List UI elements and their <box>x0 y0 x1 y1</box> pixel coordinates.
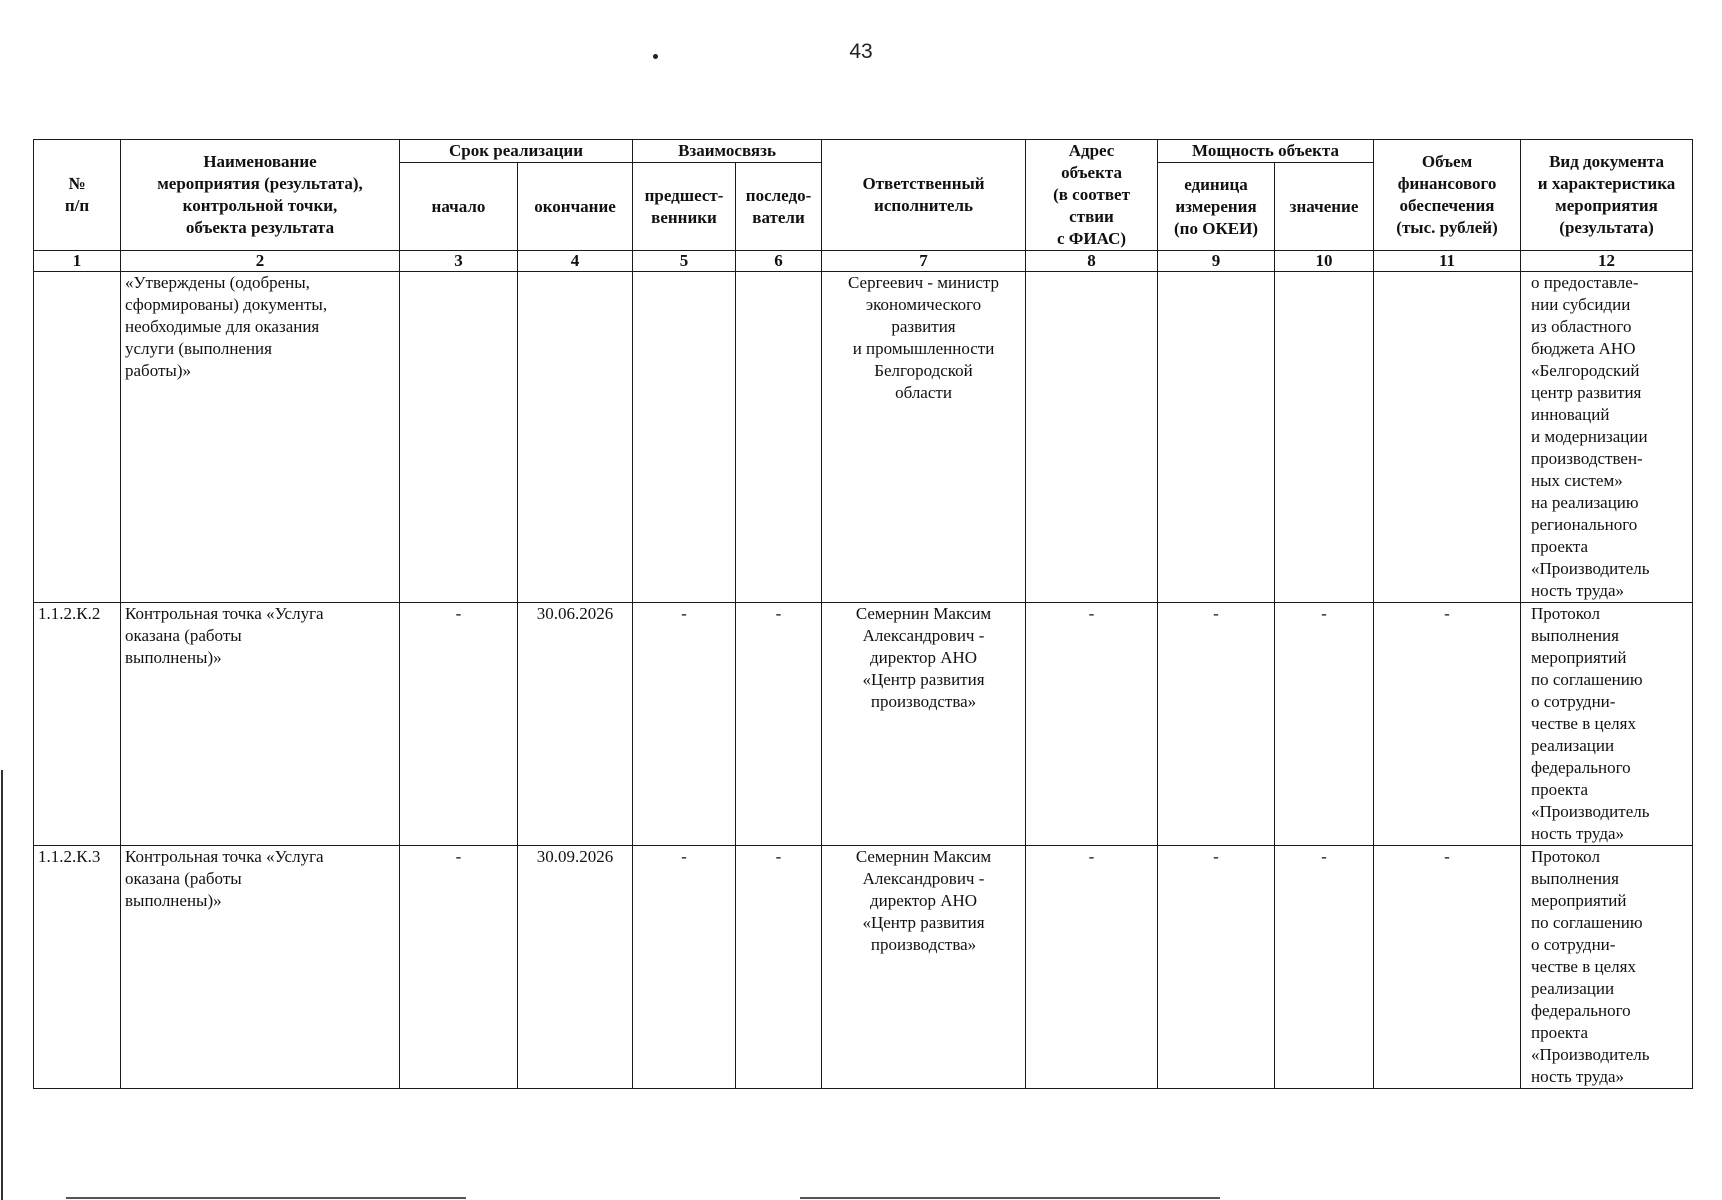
row-successors <box>736 272 822 603</box>
row-name: Контрольная точка «Услуга оказана (работы выполнены)» <box>121 846 400 1089</box>
header-link-group: Взаимосвязь <box>633 140 822 163</box>
row-finance: - <box>1374 846 1521 1089</box>
header-responsible: Ответственный исполнитель <box>822 140 1026 251</box>
header-value: значение <box>1275 163 1374 251</box>
header-capacity-group: Мощность объекта <box>1158 140 1374 163</box>
row-address <box>1026 272 1158 603</box>
row-start <box>400 272 518 603</box>
row-doc-type: о предоставле- нии субсидии из областного бюджета АНО «Белгородский центр развития инноваций и модернизации производствен- ных систем» на реализацию регионального проекта «Производитель ность труда» <box>1521 272 1693 603</box>
row-unit <box>1158 272 1275 603</box>
header-row <box>34 140 1693 163</box>
table-row <box>34 603 1693 846</box>
row-successors: - <box>736 603 822 846</box>
table-row <box>34 846 1693 1089</box>
header-start: начало <box>400 163 518 251</box>
row-start: - <box>400 603 518 846</box>
scan-artifact-dot <box>653 54 658 59</box>
column-number: 9 <box>1158 251 1275 272</box>
header-finance: Объем финансового обеспечения (тыс. рублей) <box>1374 140 1521 251</box>
row-name: «Утверждены (одобрены, сформированы) документы, необходимые для оказания услуги (выполнения работы)» <box>121 272 400 603</box>
row-responsible: Сергеевич - министр экономического развития и промышленности Белгородской области <box>822 272 1026 603</box>
row-num <box>34 272 121 603</box>
column-number: 11 <box>1374 251 1521 272</box>
header-num: № п/п <box>34 140 121 251</box>
column-number-row <box>34 251 1693 272</box>
row-num: 1.1.2.К.2 <box>34 603 121 846</box>
row-finance: - <box>1374 603 1521 846</box>
row-end: 30.09.2026 <box>518 846 633 1089</box>
row-end: 30.06.2026 <box>518 603 633 846</box>
row-value: - <box>1275 603 1374 846</box>
header-doc-type: Вид документа и характеристика мероприятия (результата) <box>1521 140 1693 251</box>
column-number: 4 <box>518 251 633 272</box>
column-number: 3 <box>400 251 518 272</box>
scan-edge-line <box>1 770 3 1200</box>
header-unit: единица измерения (по ОКЕИ) <box>1158 163 1275 251</box>
row-address: - <box>1026 846 1158 1089</box>
row-num: 1.1.2.К.3 <box>34 846 121 1089</box>
activities-table <box>33 139 1693 1089</box>
column-number: 7 <box>822 251 1026 272</box>
row-responsible: Семернин Максим Александрович - директор АНО «Центр развития производства» <box>822 846 1026 1089</box>
row-finance <box>1374 272 1521 603</box>
row-unit: - <box>1158 603 1275 846</box>
bottom-rule <box>800 1197 1220 1199</box>
row-predecessors: - <box>633 603 736 846</box>
column-number: 8 <box>1026 251 1158 272</box>
table-row <box>34 272 1693 603</box>
column-number: 12 <box>1521 251 1693 272</box>
header-name: Наименование мероприятия (результата), контрольной точки, объекта результата <box>121 140 400 251</box>
row-successors: - <box>736 846 822 1089</box>
header-end: окончание <box>518 163 633 251</box>
row-start: - <box>400 846 518 1089</box>
header-successors: последо- ватели <box>736 163 822 251</box>
row-end <box>518 272 633 603</box>
header-address: Адрес объекта (в соответ ствии с ФИАС) <box>1026 140 1158 251</box>
page-number: 43 <box>849 40 873 63</box>
row-responsible: Семернин Максим Александрович - директор АНО «Центр развития производства» <box>822 603 1026 846</box>
row-value <box>1275 272 1374 603</box>
bottom-rule <box>66 1197 466 1199</box>
header-predecessors: предшест- венники <box>633 163 736 251</box>
column-number: 6 <box>736 251 822 272</box>
row-name: Контрольная точка «Услуга оказана (работы выполнены)» <box>121 603 400 846</box>
row-address: - <box>1026 603 1158 846</box>
row-predecessors: - <box>633 846 736 1089</box>
row-doc-type: Протокол выполнения мероприятий по соглашению о сотрудни- честве в целях реализации федерального проекта «Производитель ность труда» <box>1521 603 1693 846</box>
row-doc-type: Протокол выполнения мероприятий по соглашению о сотрудни- честве в целях реализации федерального проекта «Производитель ность труда» <box>1521 846 1693 1089</box>
row-value: - <box>1275 846 1374 1089</box>
column-number: 1 <box>34 251 121 272</box>
column-number: 2 <box>121 251 400 272</box>
column-number: 5 <box>633 251 736 272</box>
row-unit: - <box>1158 846 1275 1089</box>
column-number: 10 <box>1275 251 1374 272</box>
row-predecessors <box>633 272 736 603</box>
header-term-group: Срок реализации <box>400 140 633 163</box>
